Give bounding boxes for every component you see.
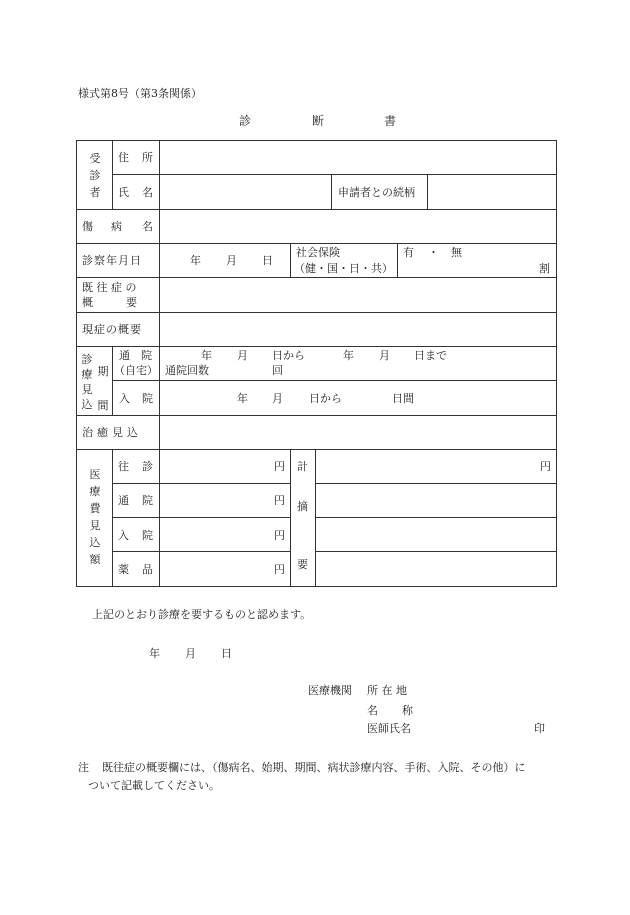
insurance-no: 無 xyxy=(451,246,462,259)
insurance-rate-unit: 割 xyxy=(539,262,550,275)
statement-text: 上記のとおり診療を要するものと認めます。 xyxy=(92,608,312,621)
cost-row-label-3b: 院 xyxy=(142,529,153,542)
current-label: 現症の概要 xyxy=(82,323,142,336)
exam-day-unit: 日 xyxy=(262,254,273,267)
form-number: 様式第8号（第3条関係） xyxy=(78,87,202,100)
address-label-1: 住 xyxy=(118,151,129,164)
institution-name-label-2: 称 xyxy=(402,704,413,717)
note-line-2: ついて記載してください。 xyxy=(88,779,220,792)
inpatient-start-day: 日から xyxy=(309,392,342,405)
title-char-3: 書 xyxy=(384,114,397,128)
inpatient-start-month: 月 xyxy=(272,392,283,405)
injury-label-1: 傷 xyxy=(82,220,93,233)
exam-year-unit: 年 xyxy=(190,254,201,267)
insurance-dot: ・ xyxy=(428,246,439,259)
sign-day-unit: 日 xyxy=(221,647,232,660)
outpatient-end-day: 日まで xyxy=(414,349,447,362)
outpatient-start-month: 月 xyxy=(237,349,248,362)
cost-row-unit-4: 円 xyxy=(274,563,285,576)
recovery-label: 治癒見込 xyxy=(82,426,142,439)
visit-count-label: 通院回数 xyxy=(165,364,209,377)
cost-row-label-2b: 院 xyxy=(142,494,153,507)
note-prefix: 注 xyxy=(78,761,89,774)
total-unit: 円 xyxy=(540,460,551,473)
cost-row-label-1b: 診 xyxy=(142,460,153,473)
title-char-1: 診 xyxy=(239,114,252,128)
patient-side-label: 受 診 者 xyxy=(89,152,101,199)
title-char-2: 断 xyxy=(312,114,325,128)
outpatient-label: 通 院 xyxy=(119,349,152,362)
treatment-side-label: 診 療 見 込 xyxy=(81,353,93,411)
outpatient-end-year: 年 xyxy=(343,349,354,362)
address-label-2: 所 xyxy=(142,151,153,164)
sign-year-unit: 年 xyxy=(149,647,160,660)
exam-date-label: 診察年月日 xyxy=(82,254,142,267)
insurance-yes: 有 xyxy=(403,246,414,259)
cost-row-unit-2: 円 xyxy=(274,494,285,507)
inpatient-label-1: 入 xyxy=(119,392,130,405)
outpatient-end-month: 月 xyxy=(379,349,390,362)
sign-month-unit: 月 xyxy=(185,647,196,660)
name-label-2: 名 xyxy=(142,186,153,199)
outpatient-home-label: （自宅） xyxy=(114,364,158,377)
outpatient-start-year: 年 xyxy=(201,349,212,362)
cost-row-label-3a: 入 xyxy=(118,529,129,542)
inpatient-days-unit: 日間 xyxy=(392,392,414,405)
note-line-1: 既往症の概要欄には、（傷病名、始期、期間、病状診療内容、手術、入院、その他）に xyxy=(102,761,526,774)
cost-row-unit-1: 円 xyxy=(274,460,285,473)
cost-row-label-4a: 薬 xyxy=(118,563,129,576)
insurance-types: （健・国・日・共） xyxy=(294,262,393,275)
visit-count-unit: 回 xyxy=(272,364,283,377)
institution-name-label-1: 名 xyxy=(367,704,378,717)
doctor-name-label: 医師氏名 xyxy=(367,722,411,735)
injury-label-2: 病 xyxy=(111,220,122,233)
treatment-side-label-b: 期 間 xyxy=(97,365,109,412)
cost-row-unit-3: 円 xyxy=(274,529,285,542)
cost-side-label: 医 療 費 見 込 額 xyxy=(89,468,101,566)
remarks-label-1: 摘 xyxy=(297,500,308,513)
outpatient-start-day: 日から xyxy=(272,349,305,362)
exam-month-unit: 月 xyxy=(226,254,237,267)
cost-row-label-1a: 往 xyxy=(118,460,129,473)
seal-mark: 印 xyxy=(534,722,545,735)
history-label-1: 既 往 症 の xyxy=(82,281,137,294)
relation-label: 申請者との続柄 xyxy=(338,186,415,199)
cost-row-label-4b: 品 xyxy=(142,563,153,576)
name-label-1: 氏 xyxy=(118,186,129,199)
injury-label-3: 名 xyxy=(142,220,153,233)
remarks-label-2: 要 xyxy=(297,558,308,571)
inpatient-start-year: 年 xyxy=(237,392,248,405)
inpatient-label-2: 院 xyxy=(142,392,153,405)
cost-row-label-2a: 通 xyxy=(118,494,129,507)
institution-label: 医療機関 xyxy=(308,684,352,697)
total-label: 計 xyxy=(297,460,308,473)
history-label-2: 概 要 xyxy=(82,296,137,309)
institution-address-label: 所 在 地 xyxy=(367,684,407,697)
insurance-label: 社会保険 xyxy=(296,246,340,259)
